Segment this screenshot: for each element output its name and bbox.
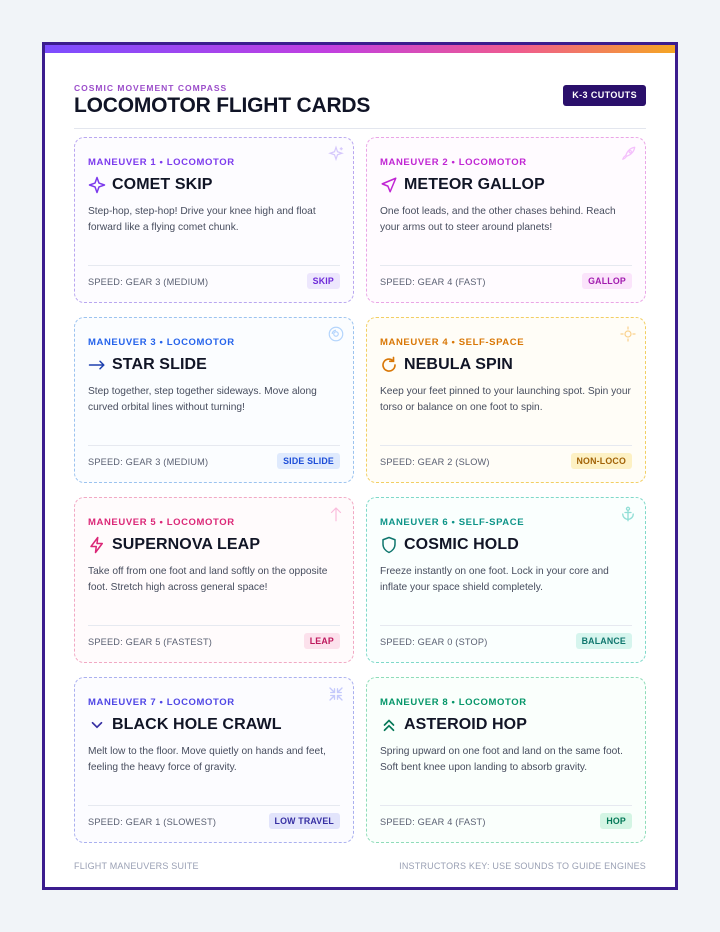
rotate-icon <box>380 356 398 374</box>
card-heading <box>88 356 207 374</box>
maneuver-card-1 <box>74 137 354 303</box>
card-title: STAR SLIDE <box>112 356 207 373</box>
card-heading <box>88 536 260 554</box>
card-description: Spring upward on one foot and land on the same foot. Soft bent knee upon landing to absorb gravity. <box>380 746 623 773</box>
card-title: COMET SKIP <box>112 176 213 193</box>
header-divider <box>74 128 646 129</box>
card-speed: SPEED: GEAR 4 (FAST) <box>380 277 486 287</box>
maneuver-card-6 <box>366 497 646 663</box>
card-divider <box>88 445 340 446</box>
card-meta: MANEUVER 6 • SELF-SPACE <box>380 517 525 528</box>
flight-card-sheet <box>42 42 678 890</box>
card-divider <box>380 625 632 626</box>
card-heading <box>380 536 519 554</box>
card-title: BLACK HOLE CRAWL <box>112 716 282 733</box>
card-description: Take off from one foot and land softly on the opposite foot. Stretch high across general space! <box>88 566 328 593</box>
card-speed: SPEED: GEAR 4 (FAST) <box>380 817 486 827</box>
chevrons-up-icon <box>380 716 398 734</box>
card-tag: LEAP <box>304 633 340 649</box>
chevron-down-icon <box>88 716 106 734</box>
card-meta: MANEUVER 5 • LOCOMOTOR <box>88 517 235 528</box>
card-meta: MANEUVER 1 • LOCOMOTOR <box>88 157 235 168</box>
card-tag: SIDE SLIDE <box>277 453 340 469</box>
rocket-icon <box>619 145 637 163</box>
card-heading <box>380 176 545 194</box>
card-divider <box>88 265 340 266</box>
card-tag: LOW TRAVEL <box>269 813 341 829</box>
card-divider <box>380 805 632 806</box>
card-speed: SPEED: GEAR 0 (STOP) <box>380 637 488 647</box>
maneuver-card-5 <box>74 497 354 663</box>
arrow-up-icon <box>327 505 345 523</box>
sparkles-icon <box>327 145 345 163</box>
maneuver-card-2 <box>366 137 646 303</box>
maneuver-card-3 <box>74 317 354 483</box>
anchor-icon <box>619 505 637 523</box>
footer-instructor-note: INSTRUCTORS KEY: USE SOUNDS TO GUIDE ENGINES <box>399 861 646 871</box>
card-tag: GALLOP <box>582 273 632 289</box>
navigation-arrow-icon <box>380 176 398 194</box>
footer-suite-label: FLIGHT MANEUVERS SUITE <box>74 861 199 871</box>
card-heading <box>88 176 213 194</box>
card-description: One foot leads, and the other chases behind. Reach your arms out to steer around planets! <box>380 206 616 233</box>
card-meta: MANEUVER 4 • SELF-SPACE <box>380 337 525 348</box>
card-description: Keep your feet pinned to your launching spot. Spin your torso or balance on one foot to spin. <box>380 386 631 413</box>
card-heading <box>380 356 513 374</box>
sheet-title: LOCOMOTOR FLIGHT CARDS <box>74 94 371 117</box>
card-speed: SPEED: GEAR 3 (MEDIUM) <box>88 457 209 467</box>
card-meta: MANEUVER 7 • LOCOMOTOR <box>88 697 235 708</box>
arrow-right-icon <box>88 356 106 374</box>
card-divider <box>88 625 340 626</box>
disc-icon <box>327 325 345 343</box>
card-title: COSMIC HOLD <box>404 536 519 553</box>
card-title: NEBULA SPIN <box>404 356 513 373</box>
card-meta: MANEUVER 2 • LOCOMOTOR <box>380 157 527 168</box>
card-description: Melt low to the floor. Move quietly on hands and feet, feeling the heavy force of gravity. <box>88 746 326 773</box>
card-tag: BALANCE <box>576 633 632 649</box>
card-title: ASTEROID HOP <box>404 716 527 733</box>
sparkle-icon <box>88 176 106 194</box>
card-divider <box>380 265 632 266</box>
card-divider <box>380 445 632 446</box>
card-heading <box>380 716 527 734</box>
orbit-icon <box>619 325 637 343</box>
card-speed: SPEED: GEAR 5 (FASTEST) <box>88 637 213 647</box>
cutouts-badge: K-3 CUTOUTS <box>563 85 646 106</box>
card-tag: SKIP <box>307 273 340 289</box>
minimize-icon <box>327 685 345 703</box>
maneuver-card-8 <box>366 677 646 843</box>
card-description: Step-hop, step-hop! Drive your knee high and float forward like a flying comet chunk. <box>88 206 316 233</box>
card-speed: SPEED: GEAR 2 (SLOW) <box>380 457 490 467</box>
shield-icon <box>380 536 398 554</box>
gradient-top-bar <box>45 45 675 53</box>
sheet-kicker: COSMIC MOVEMENT COMPASS <box>74 83 228 93</box>
card-description: Step together, step together sideways. Move along curved orbital lines without turning! <box>88 386 317 413</box>
lightning-icon <box>88 536 106 554</box>
card-title: METEOR GALLOP <box>404 176 545 193</box>
card-description: Freeze instantly on one foot. Lock in your core and inflate your space shield completely. <box>380 566 609 593</box>
maneuver-card-7 <box>74 677 354 843</box>
card-tag: NON-LOCO <box>571 453 633 469</box>
card-speed: SPEED: GEAR 1 (SLOWEST) <box>88 817 217 827</box>
card-heading <box>88 716 282 734</box>
card-meta: MANEUVER 8 • LOCOMOTOR <box>380 697 527 708</box>
card-tag: HOP <box>600 813 632 829</box>
card-title: SUPERNOVA LEAP <box>112 536 261 553</box>
card-meta: MANEUVER 3 • LOCOMOTOR <box>88 337 235 348</box>
card-divider <box>88 805 340 806</box>
card-speed: SPEED: GEAR 3 (MEDIUM) <box>88 277 209 287</box>
maneuver-card-4 <box>366 317 646 483</box>
